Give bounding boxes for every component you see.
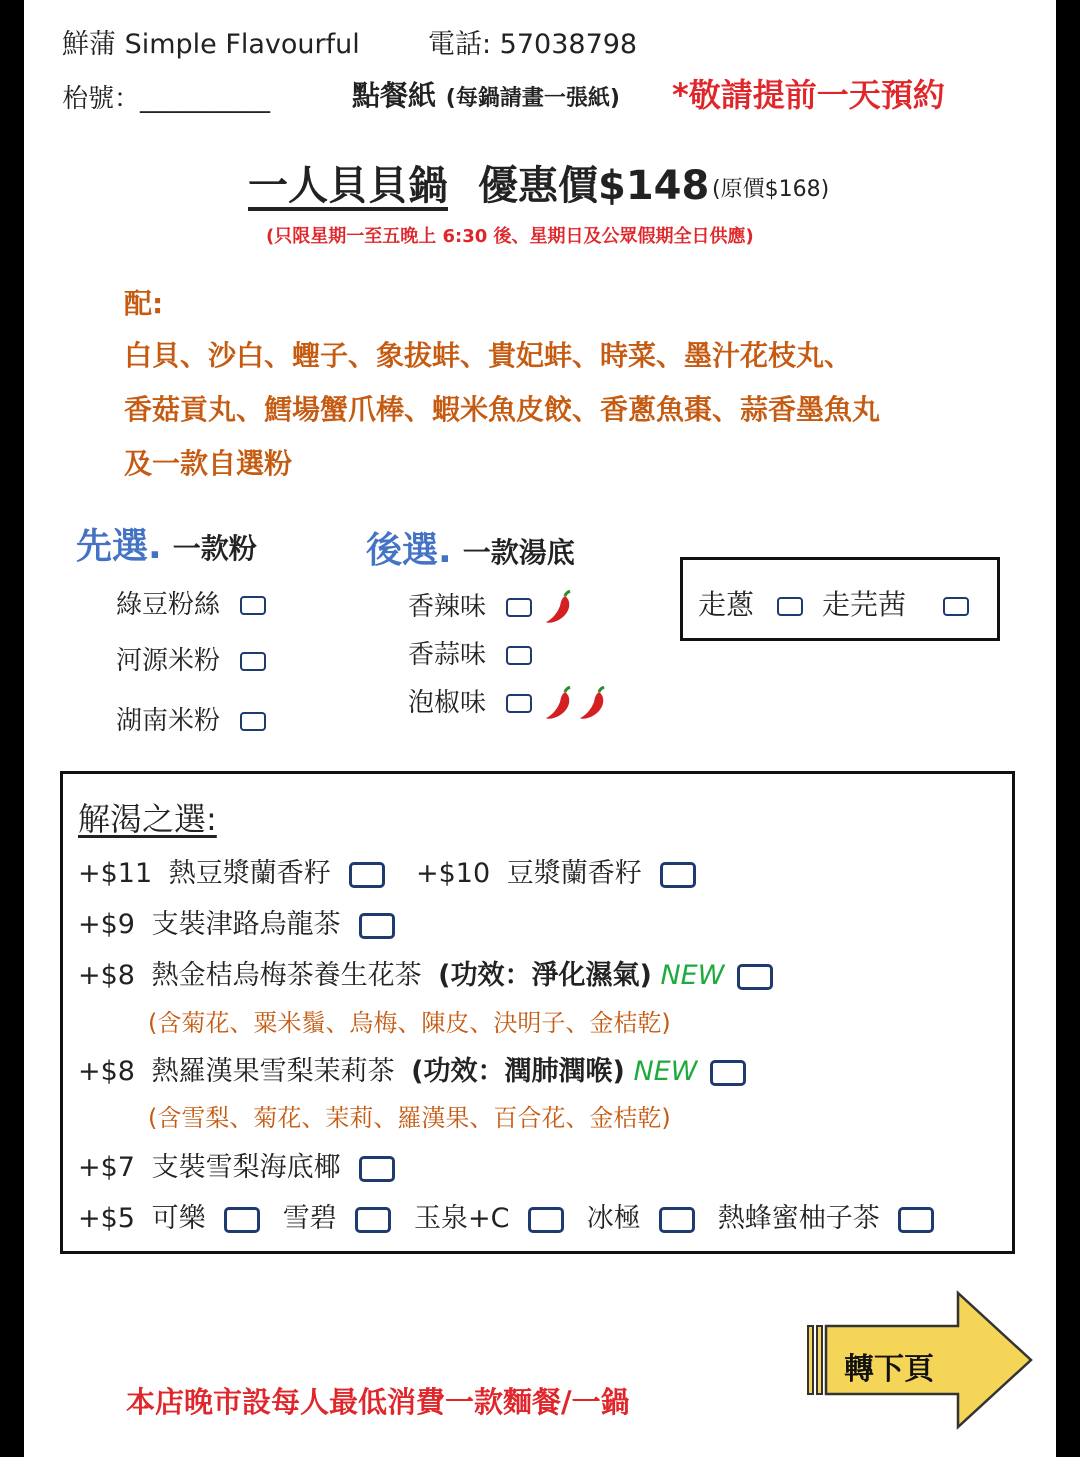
shop-name: 鮮蒲 Simple Flavourful [62, 29, 360, 60]
step2-desc: 一款湯底 [462, 536, 575, 569]
phone-number: 電話: 57038798 [428, 29, 638, 60]
drinks-title: 解渴之選: [78, 800, 217, 838]
drink-row[interactable] [78, 851, 385, 890]
drink-price: +$10 [416, 858, 491, 889]
drink-price: +$11 [78, 858, 153, 889]
next-page-label: 轉下頁 [844, 1352, 934, 1387]
drink-checkbox[interactable] [737, 964, 773, 990]
drink-row[interactable] [78, 1049, 746, 1088]
drink-checkbox[interactable] [659, 1207, 695, 1233]
drink-price: +$7 [78, 1152, 135, 1183]
drink-name: 熱羅漢果雪梨茉莉茶 [151, 1056, 395, 1087]
no-scallion-label: 走蔥 [698, 588, 755, 621]
drink-row[interactable] [78, 1145, 395, 1184]
noodle-checkbox[interactable] [240, 596, 266, 615]
offer-price: 優惠價$148 [478, 163, 710, 209]
table-number-field[interactable]: __________ [140, 84, 271, 114]
drink-name: 玉泉+C [413, 1203, 510, 1234]
drink-row-soda[interactable] [78, 1196, 934, 1235]
minimum-charge-notice: 本店晚市設每人最低消費一款麵餐/一鍋 [126, 1385, 630, 1419]
soup-option-label: 泡椒味 [408, 688, 487, 718]
drink-price: +$8 [78, 1056, 135, 1087]
step1-heading [76, 518, 257, 569]
table-number-label [62, 78, 270, 115]
order-sheet-label: 點餐紙 [352, 79, 437, 112]
drink-ingredients: (含菊花、粟米鬚、烏梅、陳皮、決明子、金桔乾) [148, 1009, 671, 1037]
step2-label: 後選. [366, 530, 452, 571]
soup-option-label: 香辣味 [408, 592, 487, 622]
drink-name: 熱金桔烏梅茶養生花茶 [151, 960, 422, 991]
drink-name: 支裝津路烏龍茶 [151, 909, 341, 940]
drink-name: 支裝雪梨海底椰 [151, 1152, 341, 1183]
drink-name: 冰極 [586, 1203, 641, 1234]
chili-icon [575, 686, 609, 722]
drink-checkbox[interactable] [898, 1207, 934, 1233]
step2-heading [366, 522, 575, 573]
no-coriander-checkbox[interactable] [943, 597, 969, 616]
extras-option[interactable] [698, 583, 803, 623]
noodle-checkbox[interactable] [240, 652, 266, 671]
drink-checkbox[interactable] [224, 1207, 260, 1233]
noodle-checkbox[interactable] [240, 712, 266, 731]
soup-option[interactable] [408, 634, 532, 671]
includes-line: 香菇貢丸、鱈場蟹爪棒、蝦米魚皮餃、香蔥魚棗、蒜香墨魚丸 [124, 393, 881, 426]
noodle-option[interactable] [116, 700, 266, 737]
drink-row[interactable] [78, 953, 773, 992]
drink-checkbox[interactable] [528, 1207, 564, 1233]
drink-ingredients: (含雪梨、菊花、茉莉、羅漢果、百合花、金桔乾) [148, 1104, 671, 1132]
chili-icon [541, 686, 575, 722]
drink-effect: (功效：潤肺潤喉) [411, 1056, 625, 1087]
drink-checkbox[interactable] [660, 862, 696, 888]
includes-label: 配: [124, 287, 164, 320]
soup-option-label: 香蒜味 [408, 640, 487, 670]
drink-price: +$5 [78, 1203, 135, 1234]
step1-label: 先選. [76, 526, 162, 567]
noodle-option[interactable] [116, 640, 266, 677]
step1-desc: 一款粉 [172, 532, 257, 565]
drink-checkbox[interactable] [349, 862, 385, 888]
noodle-option-label: 湖南米粉 [116, 706, 221, 736]
drink-name: 豆漿蘭香籽 [506, 858, 642, 889]
includes-line: 及一款自選粉 [124, 447, 293, 480]
drink-name: 可樂 [151, 1203, 206, 1234]
drink-checkbox[interactable] [355, 1207, 391, 1233]
offer-name: 一人貝貝鍋 [248, 163, 448, 209]
drink-row[interactable] [78, 902, 395, 941]
soup-option[interactable] [408, 682, 609, 722]
drink-name: 熱蜂蜜柚子茶 [717, 1203, 880, 1234]
soup-checkbox[interactable] [506, 598, 532, 617]
soup-option[interactable] [408, 586, 575, 626]
noodle-option-label: 綠豆粉絲 [116, 590, 221, 620]
no-scallion-checkbox[interactable] [777, 597, 803, 616]
soup-checkbox[interactable] [506, 694, 532, 713]
drink-checkbox[interactable] [359, 1156, 395, 1182]
soup-checkbox[interactable] [506, 646, 532, 665]
original-price: (原價$168) [712, 177, 830, 202]
table-label: 枱號： [62, 84, 141, 114]
new-badge: NEW [660, 960, 725, 991]
noodle-option[interactable] [116, 584, 266, 621]
drink-checkbox[interactable] [359, 913, 395, 939]
drink-row[interactable] [416, 851, 696, 890]
order-sheet-title [352, 74, 620, 114]
offer-conditions: (只限星期一至五晚上 6:30 後、星期日及公眾假期全日供應) [266, 226, 754, 247]
noodle-option-label: 河源米粉 [116, 646, 221, 676]
drink-name: 雪碧 [282, 1203, 337, 1234]
chili-icon [541, 590, 575, 626]
order-sheet-note: (每鍋請畫一張紙) [445, 86, 620, 111]
no-coriander-label: 走芫茜 [822, 588, 907, 621]
next-page-button[interactable] [806, 1290, 1036, 1430]
drink-price: +$8 [78, 960, 135, 991]
extras-option[interactable] [822, 583, 969, 623]
drink-name: 熱豆漿蘭香籽 [168, 858, 331, 889]
drink-price: +$9 [78, 909, 135, 940]
drink-effect: (功效：淨化濕氣) [438, 960, 652, 991]
reservation-notice: *敬請提前一天預約 [672, 76, 945, 114]
drink-checkbox[interactable] [710, 1060, 746, 1086]
includes-line: 白貝、沙白、蟶子、象拔蚌、貴妃蚌、時菜、墨汁花枝丸、 [124, 339, 853, 372]
new-badge: NEW [633, 1056, 698, 1087]
